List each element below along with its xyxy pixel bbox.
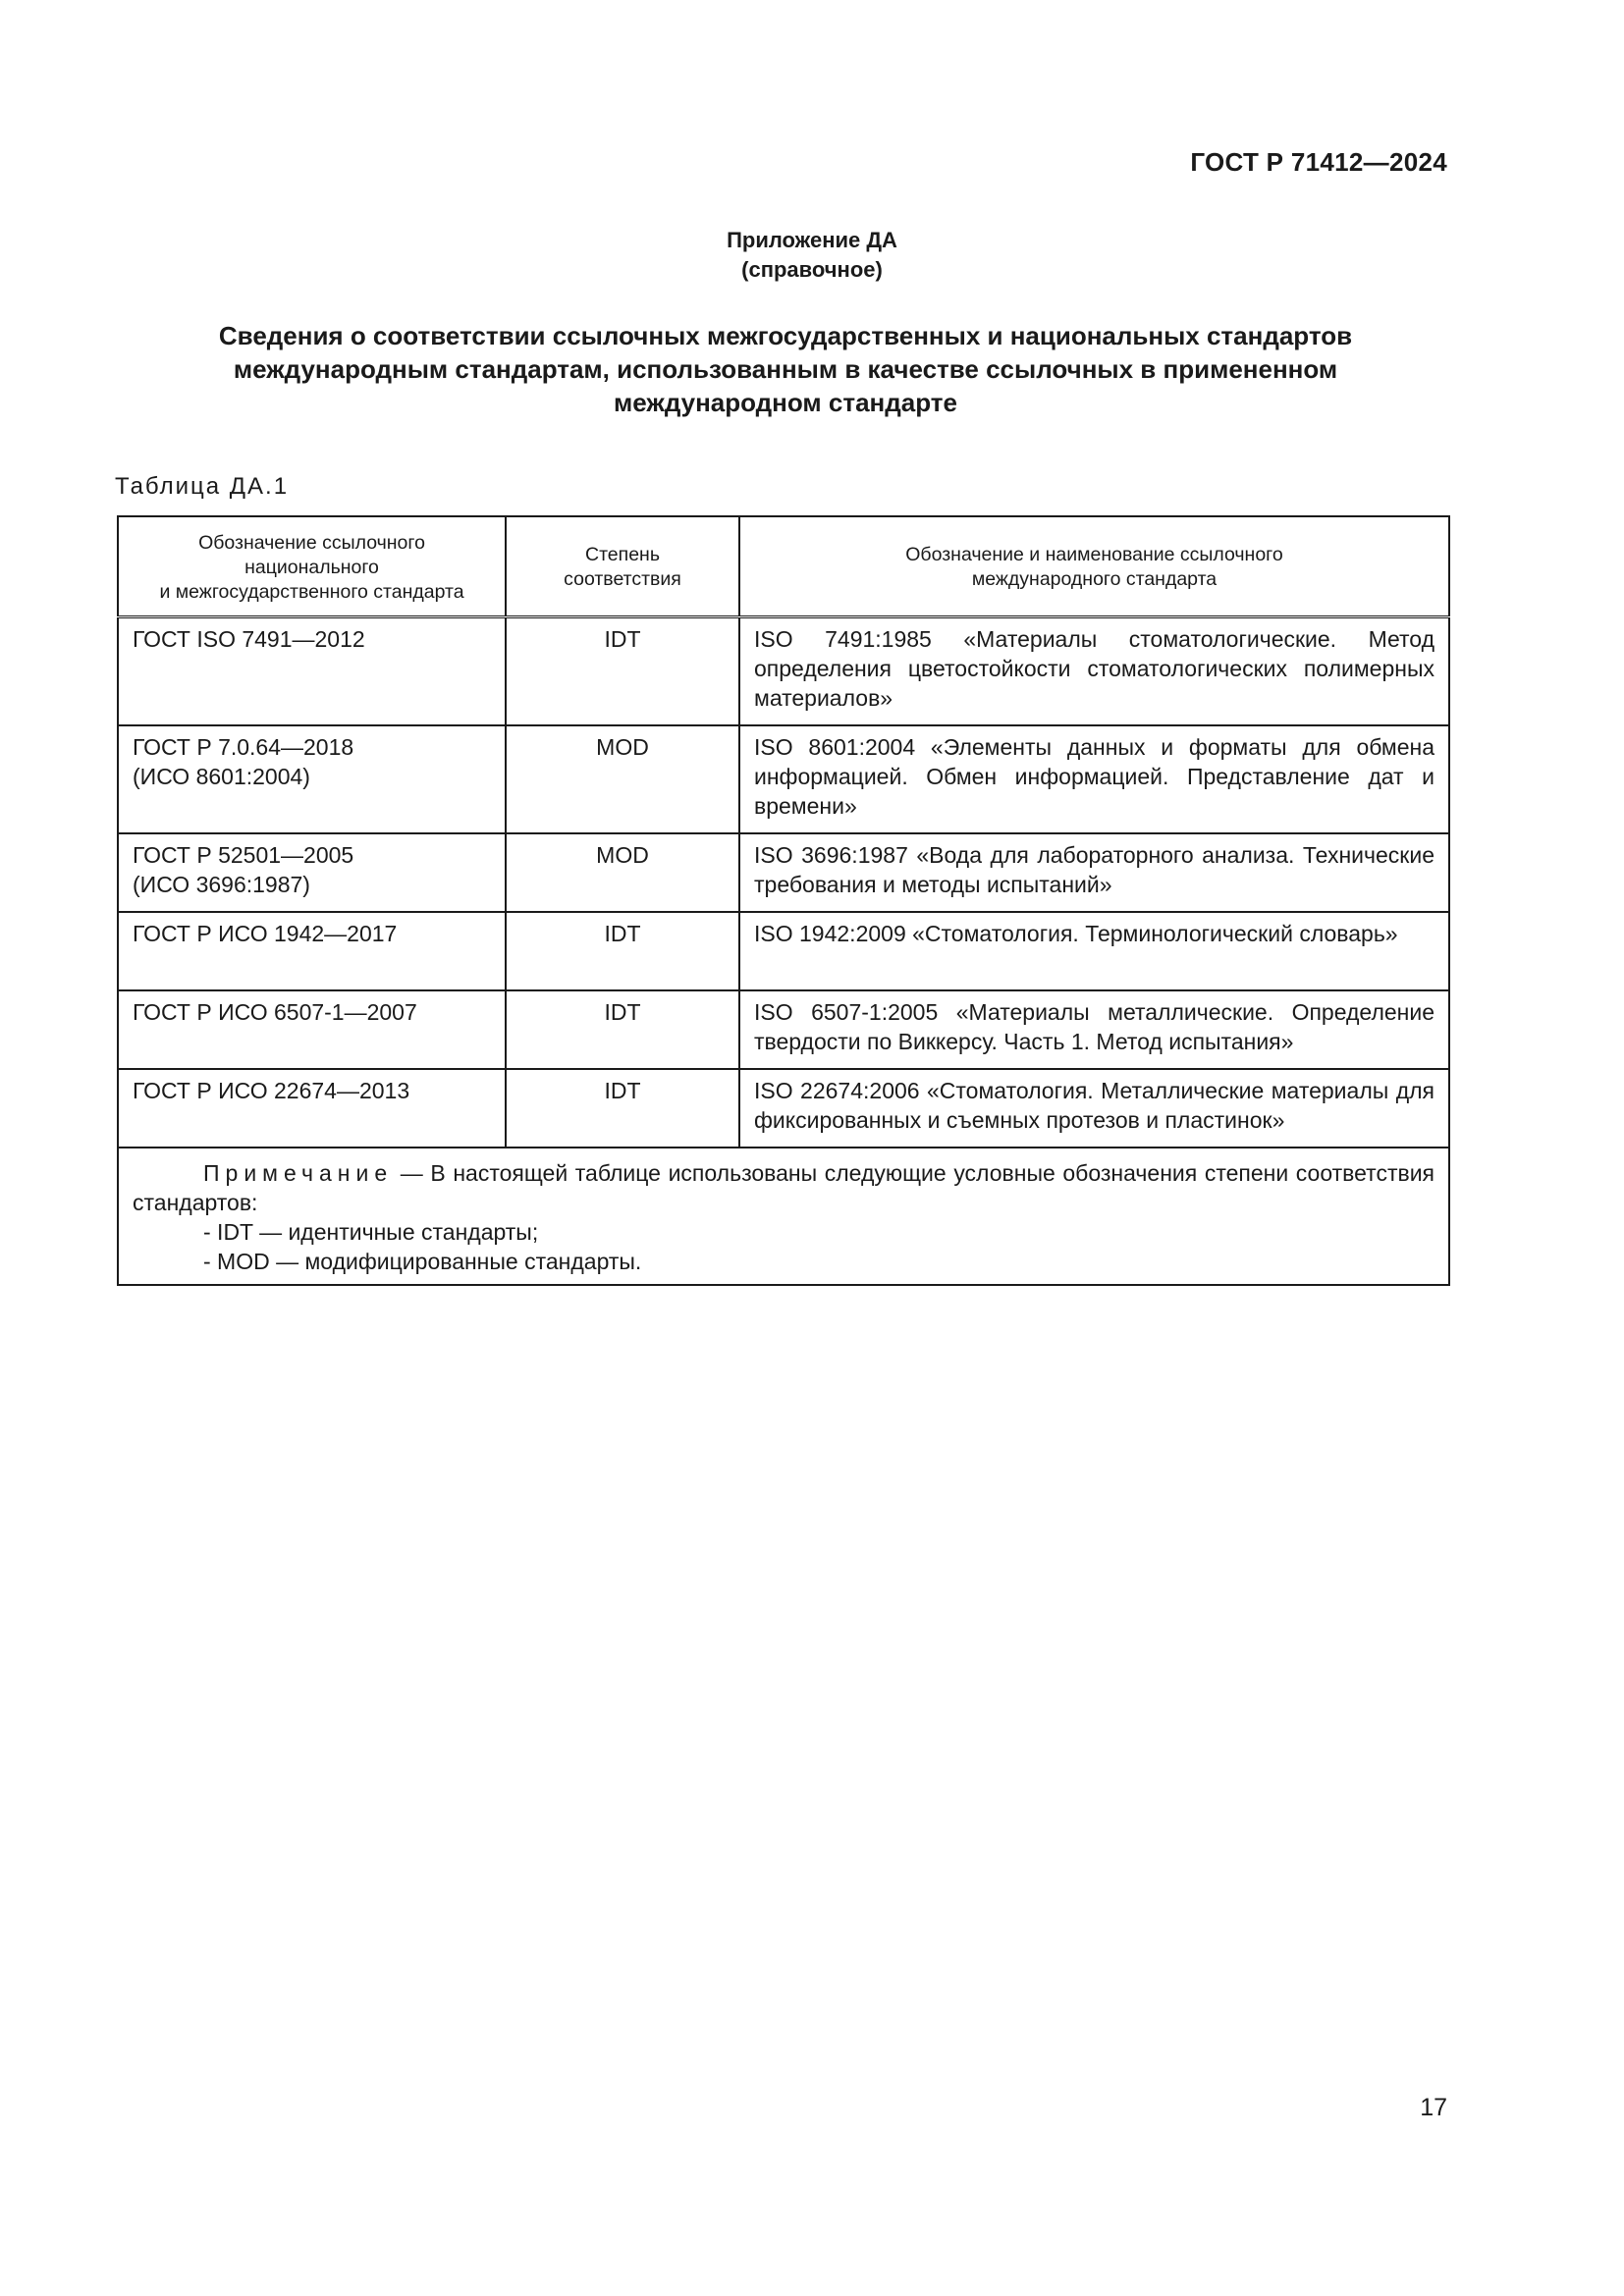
annex-kind: (справочное) — [741, 257, 883, 282]
header-international-standard: Обозначение и наименование ссылочного международного стандарта — [739, 516, 1449, 617]
note-text: — В настоящей таблице использованы следующие условные обозначения степени соответствия стандартов: — [133, 1159, 1435, 1215]
cell-national-standard: ГОСТ Р 7.0.64—2018 (ИСО 8601:2004) — [118, 725, 506, 833]
correspondence-table — [117, 515, 1450, 1286]
note-word: Примечание — [203, 1159, 394, 1186]
cell-international-standard: ISO 6507-1:2005 «Материалы металлические. Определение твердости по Виккерсу. Часть 1. Метод испытания» — [739, 990, 1449, 1069]
table-row — [118, 617, 1449, 725]
cell-international-standard: ISO 22674:2006 «Стоматология. Металлические материалы для фиксированных и съемных протезов и пластинок» — [739, 1069, 1449, 1148]
cell-national-standard: ГОСТ Р ИСО 1942—2017 — [118, 912, 506, 990]
table-header-row — [118, 516, 1449, 617]
cell-degree: IDT — [506, 617, 739, 725]
annex-title: Приложение ДА — [727, 228, 897, 252]
header-degree: Степень соответствия — [506, 516, 739, 617]
table-row — [118, 833, 1449, 912]
cell-national-standard: ГОСТ Р ИСО 22674—2013 — [118, 1069, 506, 1148]
cell-degree: IDT — [506, 990, 739, 1069]
table-row — [118, 725, 1449, 833]
cell-international-standard: ISO 1942:2009 «Стоматология. Терминологический словарь» — [739, 912, 1449, 990]
correspondence-table-wrapper — [117, 515, 1448, 1286]
table-row — [118, 990, 1449, 1069]
cell-international-standard: ISO 3696:1987 «Вода для лабораторного анализа. Технические требования и методы испытаний» — [739, 833, 1449, 912]
cell-international-standard: ISO 7491:1985 «Материалы стоматологические. Метод определения цветостойкости стоматологических полимерных материалов» — [739, 617, 1449, 725]
table-row — [118, 912, 1449, 990]
document-title-line: международном стандарте — [614, 388, 957, 417]
note-lead — [133, 1158, 1435, 1217]
cell-international-standard: ISO 8601:2004 «Элементы данных и форматы для обмена информацией. Обмен информацией. Представление дат и времени» — [739, 725, 1449, 833]
document-title-line: Сведения о соответствии ссылочных межгосударственных и национальных стандартов — [218, 321, 1353, 350]
page-number: 17 — [1420, 2094, 1447, 2121]
cell-national-standard: ГОСТ Р 52501—2005 (ИСО 3696:1987) — [118, 833, 506, 912]
header-national-standard: Обозначение ссылочного национального и межгосударственного стандарта — [118, 516, 506, 617]
cell-degree: IDT — [506, 1069, 739, 1148]
table-note — [118, 1148, 1449, 1285]
cell-degree: IDT — [506, 912, 739, 990]
cell-national-standard: ГОСТ Р ИСО 6507-1—2007 — [118, 990, 506, 1069]
note-item: - MOD — модифицированные стандарты. — [203, 1248, 642, 1274]
standard-code-header: ГОСТ Р 71412—2024 — [1190, 147, 1447, 177]
cell-degree: MOD — [506, 725, 739, 833]
annex-heading — [0, 226, 1624, 285]
note-item: - IDT — идентичные стандарты; — [203, 1218, 539, 1245]
document-title — [147, 319, 1424, 419]
cell-national-standard: ГОСТ ISO 7491—2012 — [118, 617, 506, 725]
table-label: Таблица ДА.1 — [115, 473, 290, 500]
table-note-row — [118, 1148, 1449, 1285]
cell-degree: MOD — [506, 833, 739, 912]
document-title-line: международным стандартам, использованным в качестве ссылочных в примененном — [233, 354, 1338, 384]
table-row — [118, 1069, 1449, 1148]
